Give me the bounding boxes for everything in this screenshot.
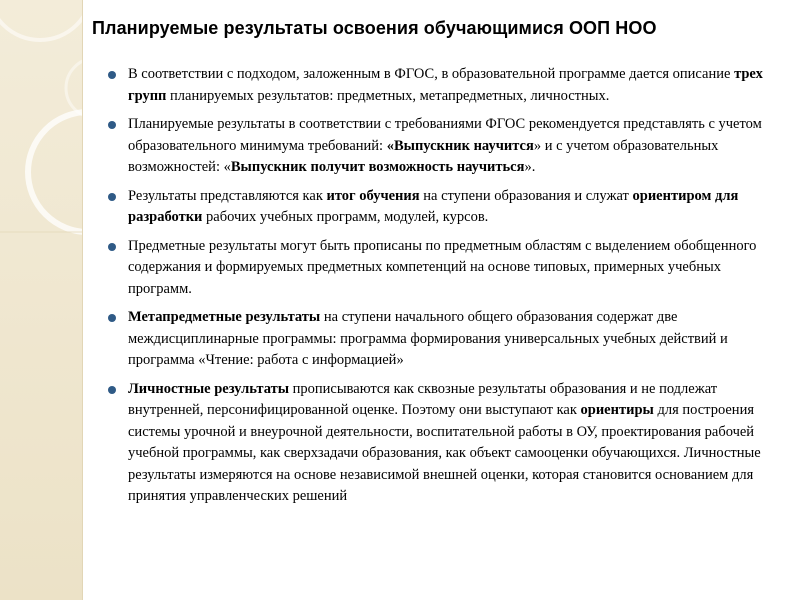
- bullet-list: [106, 64, 778, 515]
- bullet-text: В соответствии с подходом, заложенным в ФГОС, в образовательной программе дается описание трех групп планируемых результатов: предметных, метапредметных, личностных.: [128, 66, 763, 104]
- bullet-marker-icon: [108, 193, 116, 201]
- bullet-text: Предметные результаты могут быть прописаны по предметным областям с выделением обобщенного содержания и формируемых предметных компетенций на основе типовых, примерных учебных программ.: [128, 237, 757, 297]
- bullet-text: Планируемые результаты в соответствии с требованиями ФГОС рекомендуется представлять с учетом образовательного минимума требований: «Выпускник научится» и с учетом образовательных возможностей: «Выпускник получит возможность научиться».: [128, 116, 762, 175]
- decorative-side-panel: [0, 0, 83, 600]
- bullet-item-metasubject: [106, 307, 778, 372]
- decorative-circles-graphic: [0, 0, 82, 600]
- bullet-marker-icon: [108, 71, 116, 79]
- bullet-item-subject: [106, 236, 778, 301]
- bullet-marker-icon: [108, 314, 116, 322]
- bullet-text: Личностные результаты прописываются как сквозные результаты образования и не подлежат внутренней, персонифицированной оценке. Поэтому они выступают как ориентиры для построения системы урочной и внеурочной деятельности, воспитательной работы в ОУ, проектирования рабочей учебной программы, как сверхзадачи образования, как объект самооценки обучающихся. Личностные результаты измеряются на основе независимой внешней оценки, которая становится основанием для принятия управленческих решений: [128, 380, 761, 504]
- bullet-marker-icon: [108, 386, 116, 394]
- bullet-item-requirements: [106, 114, 778, 179]
- bullet-item-personal: [106, 379, 778, 508]
- bullet-text: Метапредметные результаты на ступени начального общего образования содержат две междисциплинарные программы: программа формирования универсальных учебных действий и программа «Чтение: работа с информацией»: [128, 309, 728, 368]
- bullet-marker-icon: [108, 243, 116, 251]
- bullet-item-results: [106, 186, 778, 229]
- bullet-marker-icon: [108, 121, 116, 129]
- bullet-text: Результаты представляются как итог обучения на ступени образования и служат ориентиром для разработки рабочих учебных программ, модулей, курсов.: [128, 187, 739, 225]
- bullet-item-groups: [106, 64, 778, 107]
- slide-title: Планируемые результаты освоения обучающимися ООП НОО: [92, 18, 657, 38]
